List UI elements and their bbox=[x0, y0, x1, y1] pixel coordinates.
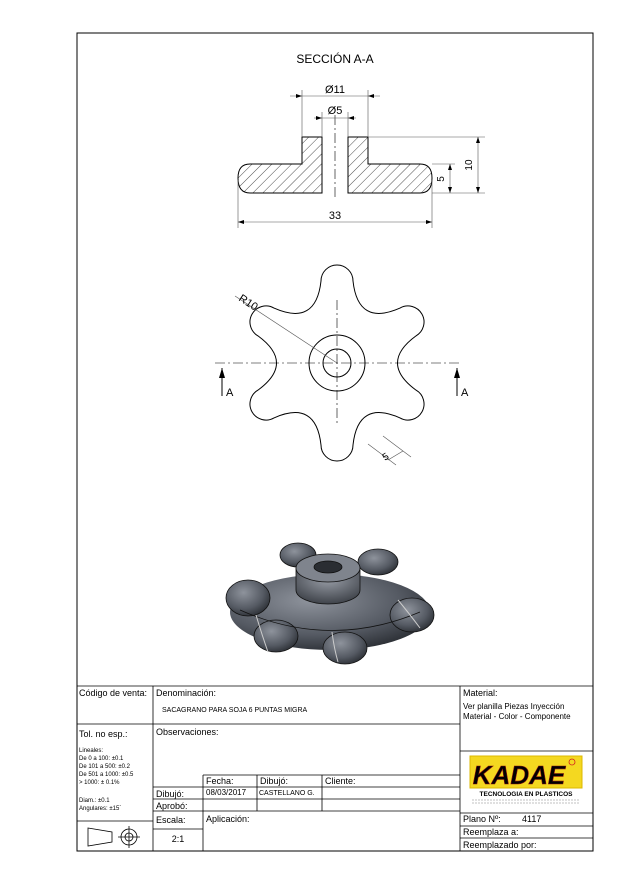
section-mark-right: A bbox=[461, 387, 469, 399]
material-line1: Ver planilla Piezas Inyección bbox=[463, 702, 565, 711]
logo-subtitle: TECNOLOGIA EN PLASTICOS bbox=[479, 791, 573, 798]
tol-line-1: De 0 a 100: ±0.1 bbox=[79, 756, 124, 762]
material-line2: Material - Color - Componente bbox=[463, 712, 571, 721]
dim-radius: R10 bbox=[236, 292, 260, 314]
codigo-label: Código de venta: bbox=[79, 688, 148, 698]
top-view bbox=[215, 265, 469, 465]
dibujo-row-label: Dibujó: bbox=[156, 789, 185, 799]
tol-line-0: Lineales: bbox=[79, 748, 104, 754]
denominacion-value: SACAGRANO PARA SOJA 6 PUNTAS MIGRA bbox=[162, 707, 308, 714]
escala-value: 2:1 bbox=[171, 834, 185, 844]
company-logo bbox=[470, 756, 582, 803]
observaciones-label: Observaciones: bbox=[156, 727, 219, 737]
dibujo-value: CASTELLANO G. bbox=[259, 790, 315, 797]
tol-line-4: > 1000: ± 0.1% bbox=[79, 780, 120, 786]
plano-label: Plano Nº: bbox=[463, 814, 501, 824]
dim-width: 33 bbox=[328, 210, 342, 222]
fecha-label: Fecha: bbox=[206, 776, 234, 786]
section-mark-left: A bbox=[226, 387, 234, 399]
logo-text: KADAE bbox=[472, 760, 566, 790]
dim-height-base: 5 bbox=[436, 176, 447, 182]
dim-dia-outer: Ø11 bbox=[325, 84, 345, 96]
tol-line-2: De 101 a 500: ±0.2 bbox=[79, 764, 130, 770]
fecha-value: 08/03/2017 bbox=[206, 788, 247, 797]
dim-height-total: 10 bbox=[464, 159, 475, 171]
aprobo-label: Aprobó: bbox=[156, 801, 188, 811]
reemplazado-label: Reemplazado por: bbox=[463, 840, 537, 850]
escala-label: Escala: bbox=[156, 815, 186, 825]
projection-symbol-icon bbox=[88, 826, 140, 848]
reemplaza-label: Reemplaza a: bbox=[463, 827, 519, 837]
plano-value: 4117 bbox=[522, 814, 542, 824]
tol-line-3: De 501 a 1000: ±0.5 bbox=[79, 772, 134, 778]
denominacion-label: Denominación: bbox=[156, 688, 217, 698]
section-view bbox=[238, 84, 485, 228]
title-block bbox=[77, 686, 593, 851]
tol-diam: Diam.: ±0.1 bbox=[79, 798, 110, 804]
aplicacion-label: Aplicación: bbox=[206, 814, 250, 824]
tol-ang: Angulares: ±15´ bbox=[79, 806, 122, 812]
dim-dia-inner: Ø5 bbox=[327, 105, 343, 117]
cliente-label: Cliente: bbox=[325, 776, 356, 786]
section-title: SECCIÓN A-A bbox=[296, 52, 374, 66]
tol-label: Tol. no esp.: bbox=[79, 729, 128, 739]
isometric-view bbox=[226, 543, 434, 664]
dibujo-header-label: Dibujó: bbox=[260, 776, 289, 786]
material-label: Material: bbox=[463, 688, 498, 698]
dim-arm-width: 5 bbox=[380, 451, 392, 464]
